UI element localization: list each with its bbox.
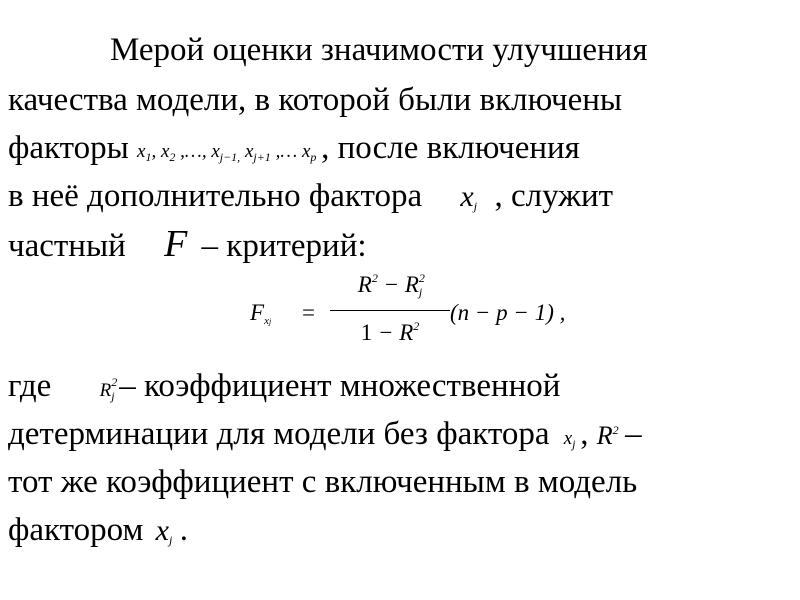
- paragraph-text: факторы: [8, 130, 129, 166]
- explanation-line-1: [8, 366, 560, 412]
- factor-xj: xj: [460, 180, 478, 213]
- formula-equals: =: [302, 300, 315, 325]
- separator: ,: [580, 416, 589, 452]
- xj-symbol: $x_j$: [563, 428, 576, 451]
- text-line-4: [8, 176, 613, 222]
- fraction-bar: [330, 310, 450, 311]
- explanation-line-4: [8, 510, 188, 556]
- explanation-line-3: [8, 462, 637, 502]
- paragraph-text: фактором: [8, 512, 144, 548]
- paragraph-text: , служит: [494, 178, 614, 214]
- dash: –: [201, 228, 219, 264]
- paragraph-text: качества модели, в которой были включены: [8, 82, 623, 118]
- Rj2-symbol: $R^2_j$: [99, 375, 118, 403]
- paragraph-text: , после включения: [321, 130, 580, 166]
- xj-end-symbol: xj: [155, 514, 173, 547]
- factors-list-formula: $x_1$, $x_2$ ,…, $x_{j-1,}$ $x_{j+1}$ ,… $x_p$: [137, 141, 317, 164]
- fraction-denominator: $1 - R^2$: [360, 319, 420, 345]
- text-line-3: [8, 128, 580, 174]
- formula: [250, 272, 630, 362]
- text-line-2: [8, 80, 622, 120]
- F-symbol: F: [164, 223, 188, 265]
- formula-multiplier: (n − p − 1) ,: [450, 300, 566, 325]
- text-line-1: [110, 30, 648, 70]
- paragraph-text: где: [8, 368, 52, 404]
- fraction-numerator: $R^2 - R^2j$: [357, 271, 425, 299]
- paragraph-text: частный: [8, 228, 126, 264]
- text-line-5: [8, 224, 367, 266]
- paragraph-text: – коэффициент множественной: [119, 368, 561, 404]
- dash: –: [625, 416, 642, 452]
- paragraph-text: детерминации для модели без фактора: [8, 416, 550, 452]
- explanation-line-2: [8, 414, 642, 460]
- paragraph-text: в неё дополнительно фактора: [8, 178, 423, 214]
- paragraph-text: Мерой оценки значимости улучшения: [110, 32, 648, 68]
- R2-symbol: $R^2$: [596, 421, 619, 450]
- period: .: [179, 512, 189, 548]
- formula-lhs: Fxj: [250, 300, 272, 327]
- paragraph-text: критерий:: [226, 228, 367, 264]
- paragraph-text: тот же коэффициент с включенным в модель: [8, 464, 638, 500]
